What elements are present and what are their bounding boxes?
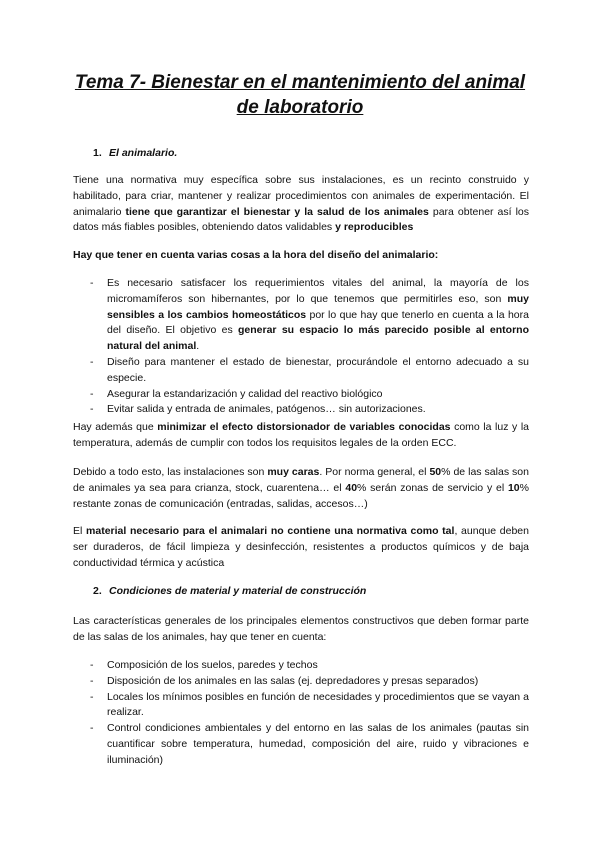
text-run: % restante zonas de comunicación (entradas, salidas, accesos…) (73, 481, 529, 510)
list-item: - Composición de los suelos, paredes y techos (73, 658, 529, 674)
bold-run: muy caras (267, 466, 320, 478)
text-run: % serán zonas de servicio y el (357, 481, 508, 494)
section-1-para-4 (73, 524, 529, 571)
bold-run: minimizar el efecto distorsionador de variables conocidas (157, 421, 451, 433)
title-line-1: Tema 7- Bienestar en el mantenimiento del animal (74, 72, 526, 93)
section-2-title: Condiciones de material y material de construcción (109, 585, 367, 597)
section-1-para-2 (73, 420, 529, 452)
section-1-intro (73, 173, 529, 236)
text-run: . (196, 340, 200, 353)
section-1-para-3 (73, 465, 529, 512)
section-1-heading (93, 146, 177, 160)
list-item: - Diseño para mantener el estado de bienestar, procurándole el entorno adecuado a su especie. (73, 355, 529, 387)
section-2-heading (93, 584, 366, 598)
text-run: como la luz y la temperatura, además de cumplir con todos los requisitos legales de la orden ECC. (73, 421, 530, 449)
section-1-title: El animalario. (109, 147, 178, 159)
text-run: Tiene una normativa muy específica sobre sus instalaciones, es un recinto construido y habilitado, para criar, mantener y realizar procedimientos con animales de experimentación. El animalario (73, 174, 529, 218)
text-run: , aunque deben ser duraderos, de fácil limpieza y desinfección, resistentes a productos químicos y de baja conductividad térmica y acústica (73, 525, 529, 569)
text-run: Hay además que (73, 421, 158, 433)
bold-run: y reproducibles (335, 221, 414, 234)
bold-run: tiene que garantizar el bienestar y la salud de los animales (125, 205, 429, 218)
text-run: El (73, 525, 87, 537)
list-item: - Disposición de los animales en las salas (ej. depredadores y presas separados) (73, 674, 529, 690)
text-run: Debido a todo esto, las instalaciones son (73, 466, 268, 478)
list-item: - Asegurar la estandarización y calidad del reactivo biológico (73, 387, 529, 403)
text-run: . Por norma general, el (319, 466, 430, 478)
list-item: - Evitar salida y entrada de animales, patógenos… sin autorizaciones. (73, 402, 529, 418)
page-title (60, 70, 540, 120)
bold-run: generar su espacio lo más parecido posible al entorno natural del animal (107, 324, 529, 353)
design-list (73, 276, 529, 418)
section-2-intro: Las características generales de los principales elementos constructivos que deben formar parte de las salas de los animales, hay que tener en cuenta: (73, 615, 529, 643)
construction-list (73, 658, 529, 769)
section-2-number: 2. (93, 585, 102, 597)
title-line-2: de laboratorio (236, 97, 364, 118)
bold-run: material necesario para el animalari no contiene una normativa como tal (86, 525, 455, 537)
list-item: - Control condiciones ambientales y del entorno en las salas de los animales (pautas sin cuantificar sobre temperatura, humedad, composición del aire, ruido y vibraciones e iluminación) (73, 721, 529, 768)
design-lead: Hay que tener en cuenta varias cosas a la hora del diseño del animalario: (73, 249, 439, 261)
text-run: Es necesario satisfacer los requerimientos vitales del animal, la mayoría de los micromamíferos son hibernantes, por lo que tenemos que permitirles eso, son (107, 277, 529, 305)
bold-run: muy sensibles a los cambios homeostáticos (107, 292, 529, 321)
text-run: por lo que hay que tenerlo en cuenta a la hora del diseño. El objetivo es (107, 308, 529, 337)
list-item (73, 276, 529, 355)
text-run: % de las salas son de animales ya sea para crianza, stock, cuarentena… el (73, 466, 529, 494)
bold-run: 10 (507, 481, 520, 494)
list-item: - Locales los mínimos posibles en función de necesidades y procedimientos que se vayan a realizar. (73, 690, 529, 722)
text-run: para obtener así los datos más fiables posibles, obteniendo datos validables (73, 205, 529, 234)
bold-run: 40 (345, 481, 358, 494)
section-1-number: 1. (93, 147, 102, 159)
bold-run: 50 (429, 466, 442, 478)
